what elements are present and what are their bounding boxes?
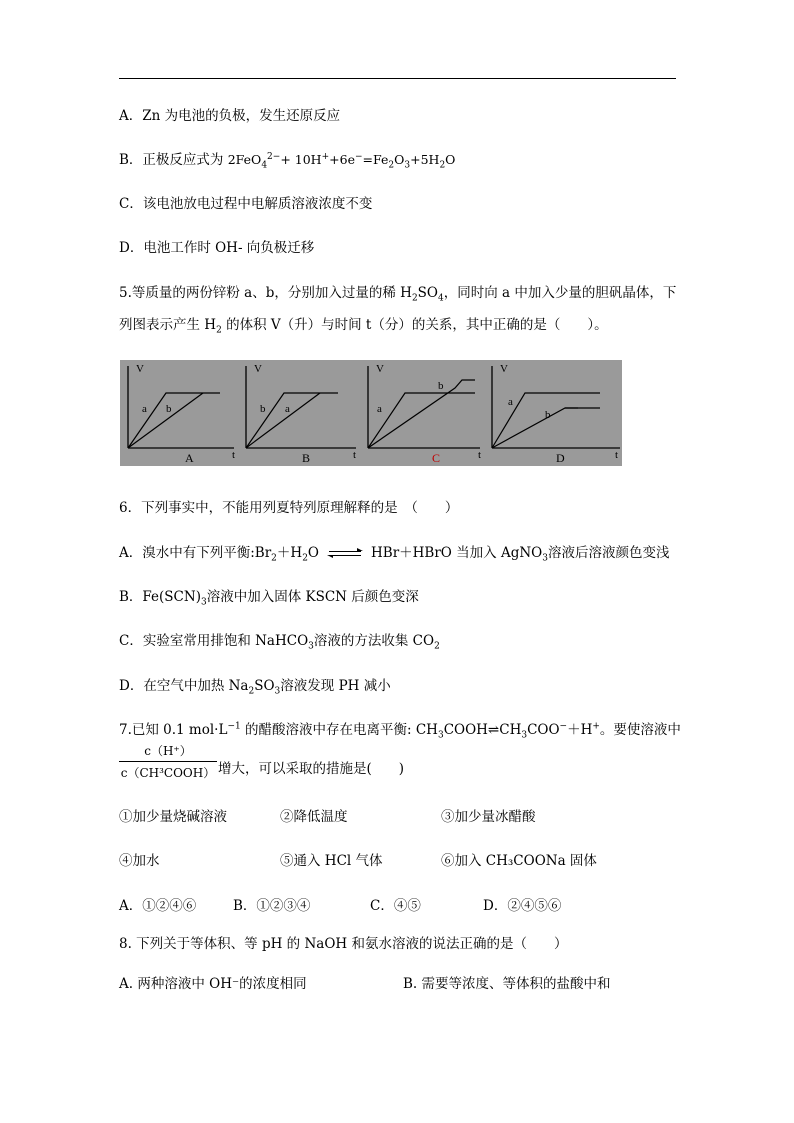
graph-a-axis-v: V (136, 363, 144, 375)
measure-6: ⑥加入 CH₃COONa 固体 (441, 853, 597, 869)
q5-graph-panel (120, 360, 622, 466)
graph-c-curve-a: a (377, 403, 382, 415)
graph-a-axis-t: t (232, 449, 236, 461)
q5-stem-line1: 5.等质量的两份锌粉 a、b，分别加入过量的稀 $H_2SO_4$，同时向 a 中加入少量的胆矾晶体，下 (119, 285, 677, 304)
graph-b-axis-t: t (353, 449, 357, 461)
graph-b (246, 363, 356, 465)
fraction-bar (119, 761, 217, 762)
graph-b-axis-v: V (254, 363, 262, 375)
q4-option-b: B．正极反应式为 $2FeO_4^{2-}+ 10H^++6e^-=Fe_2O_3+5H_2O$ (119, 151, 456, 171)
q6-option-a: A．溴水中有下列平衡$:Br_2+H_2O$ HBr＋HBrO 当加入 AgNO$_3$溶液后溶液颜色变浅 (119, 545, 670, 564)
graph-d-axis-t: t (615, 449, 619, 461)
fraction-denominator: c（CH³COOH） (120, 766, 216, 780)
graph-c-axis-v: V (376, 363, 384, 375)
q7-choice-b: B．①②③④ (233, 898, 311, 914)
q7-stem-tail: 增大，可以采取的措施是( ) (218, 761, 405, 777)
graph-a-curve-a: a (142, 403, 147, 415)
fraction-numerator: c（H⁺） (144, 744, 192, 758)
measure-5: ⑤通入 HCl 气体 (280, 853, 383, 869)
graph-b-label: B (302, 451, 311, 465)
header-rule (119, 78, 676, 79)
measure-1: ①加少量烧碱溶液 (119, 809, 227, 825)
q7-choice-d: D．②④⑤⑥ (483, 898, 562, 914)
q8-stem: 8. 下列关于等体积、等 pH 的 NaOH 和氨水溶液的说法正确的是（ ） (119, 936, 568, 952)
q4-option-c: C．该电池放电过程中电解质溶液浓度不变 (119, 196, 373, 212)
graph-d-label: D (556, 451, 565, 465)
graph-a-label: A (185, 451, 194, 465)
q6-option-b: B．$Fe(SCN)_3$溶液中加入固体 KSCN 后颜色变深 (119, 589, 419, 608)
graph-a-curve-b: b (166, 403, 172, 415)
graph-d-curve-a: a (508, 396, 513, 408)
q6-option-d: D．在空气中加热 $Na_2SO_3$溶液发现 PH 减小 (119, 678, 391, 697)
q4-option-d: D．电池工作时 OH- 向负极迁移 (119, 240, 315, 256)
graph-a (128, 363, 235, 465)
graph-b-curve-a: a (285, 403, 290, 415)
graph-b-curve-b: b (260, 403, 266, 415)
graph-d (492, 363, 620, 465)
q7-fraction (119, 742, 217, 781)
q7-choice-c: C．④⑤ (370, 898, 421, 914)
q8-option-b: B. 需要等浓度、等体积的盐酸中和 (403, 976, 611, 992)
measure-3: ③加少量冰醋酸 (441, 809, 536, 825)
graph-c-axis-t: t (478, 449, 482, 461)
q5-stem-line2: 列图表示产生 $H_2$ 的体积 V（升）与时间 t（分）的关系，其中正确的是（ ）。 (119, 317, 608, 336)
q6-option-c: C．实验室常用排饱和 NaHCO$_3$溶液的方法收集 $CO_2$ (119, 633, 440, 652)
q7-stem: 7.已知 0.1 $mol\cdot L^{-1}$ 的醋酸溶液中存在电离平衡: $CH_3COOH\rightleftharpoons CH_3COO^-+H^+$。要使溶液中 (119, 721, 681, 741)
q8-option-a: A. 两种溶液中 OH⁻的浓度相同 (119, 976, 307, 992)
q7-choice-a: A．①②④⑥ (119, 898, 197, 914)
graph-c (368, 363, 481, 465)
q6-stem: 6．下列事实中，不能用列夏特列原理解释的是 （ ） (119, 500, 459, 516)
graph-d-curve-b: b (545, 409, 551, 421)
graph-d-axis-v: V (500, 363, 508, 375)
equilibrium-arrow-icon (325, 549, 365, 559)
graph-c-label: C (432, 451, 441, 465)
measure-4: ④加水 (119, 853, 160, 869)
q4-option-a: A．Zn 为电池的负极，发生还原反应 (119, 108, 341, 124)
graph-c-curve-b: b (438, 380, 444, 392)
measure-2: ②降低温度 (280, 809, 348, 825)
